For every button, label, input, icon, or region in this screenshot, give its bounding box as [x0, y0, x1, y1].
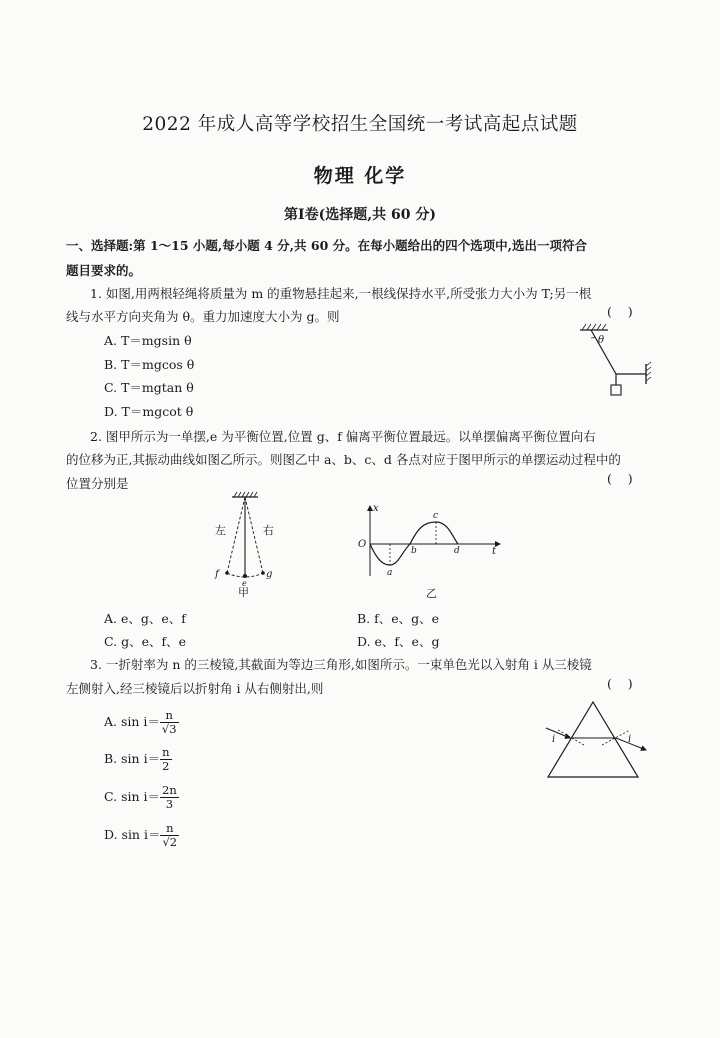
q1-answer-paren: ( )	[607, 304, 633, 319]
section-instruction-line2: 题目要求的。	[66, 263, 142, 278]
q2-option-d: D. e、f、e、g	[357, 634, 440, 649]
q2-right-label: 右	[263, 524, 274, 537]
q2-figure-graph	[352, 500, 512, 605]
q1-option-b: B. T＝mgcos θ	[104, 357, 195, 372]
q2-f-label: f	[215, 569, 219, 580]
q2-option-c: C. g、e、f、e	[104, 634, 186, 649]
q3-stem-line2: 左侧射入,经三棱镜后以折射角 i 从右侧射出,则	[66, 681, 324, 696]
q2-d-label: d	[454, 546, 460, 556]
q3-i-right-label: i	[628, 734, 632, 745]
q1-stem-line2: 线与水平方向夹角为 θ。重力加速度大小为 g。则	[66, 309, 340, 324]
q3-option-d: D. sin i＝ $\frac{n}{√2}$	[104, 821, 178, 849]
q1-option-d: D. T＝mgcot θ	[104, 404, 194, 419]
q1-figure	[560, 318, 660, 402]
part-title: 第Ⅰ卷(选择题,共 60 分)	[284, 207, 436, 223]
q3-figure-prism	[540, 700, 660, 782]
q2-stem-line1: 2. 图甲所示为一单摆,e 为平衡位置,位置 g、f 偏离平衡位置最远。以单摆偏离平衡位置向右	[90, 429, 596, 444]
q2-figure-pendulum	[205, 488, 290, 598]
q2-caption-jia: 甲	[238, 586, 249, 598]
q2-b-label: b	[411, 546, 417, 556]
q3-i-left-label: i	[552, 734, 556, 745]
q2-option-a: A. e、g、e、f	[104, 611, 186, 626]
q2-stem-line3: 位置分别是	[66, 476, 129, 491]
subject-title: 物理 化学	[313, 165, 407, 187]
section-instruction-line1: 一、选择题:第 1～15 小题,每小题 4 分,共 60 分。在每小题给出的四个选项中,选出一项符合	[66, 238, 587, 253]
q2-origin-label: O	[358, 539, 367, 550]
q3-option-b: B. sin i＝ $\frac{n}{2}$	[104, 745, 170, 773]
q1-option-c: C. T＝mgtan θ	[104, 380, 194, 395]
q3-option-c: C. sin i＝ $\frac{2n}{3}$	[104, 783, 177, 811]
q2-answer-paren: ( )	[607, 471, 633, 486]
exam-title: 2022 年成人高等学校招生全国统一考试高起点试题	[142, 114, 578, 135]
q3-answer-paren: ( )	[607, 676, 633, 691]
q2-c-label: c	[433, 511, 439, 521]
q3-stem-line1: 3. 一折射率为 n 的三棱镜,其截面为等边三角形,如图所示。一束单色光以入射角 i 从三棱镜	[90, 657, 592, 672]
q2-e-label: e	[242, 579, 247, 588]
q3-option-a: A. sin i＝ $\frac{n}{√3}$	[104, 708, 177, 736]
q2-option-b: B. f、e、g、e	[357, 611, 440, 626]
q1-option-a: A. T＝mgsin θ	[104, 333, 192, 348]
q2-t-axis-label: t	[492, 546, 497, 557]
q2-a-label: a	[387, 568, 393, 578]
q2-g-label: g	[266, 569, 273, 580]
q2-caption-yi: 乙	[426, 587, 437, 600]
q1-stem-line1: 1. 如图,用两根轻绳将质量为 m 的重物悬挂起来,一根线保持水平,所受张力大小为 T;另一根	[90, 286, 592, 301]
q1-angle-label: θ	[598, 335, 605, 346]
q2-x-axis-label: x	[373, 503, 379, 514]
q2-left-label: 左	[215, 524, 226, 537]
q2-stem-line2: 的位移为正,其振动曲线如图乙所示。则图乙中 a、b、c、d 各点对应于图甲所示的单摆运动过程中的	[66, 452, 621, 467]
